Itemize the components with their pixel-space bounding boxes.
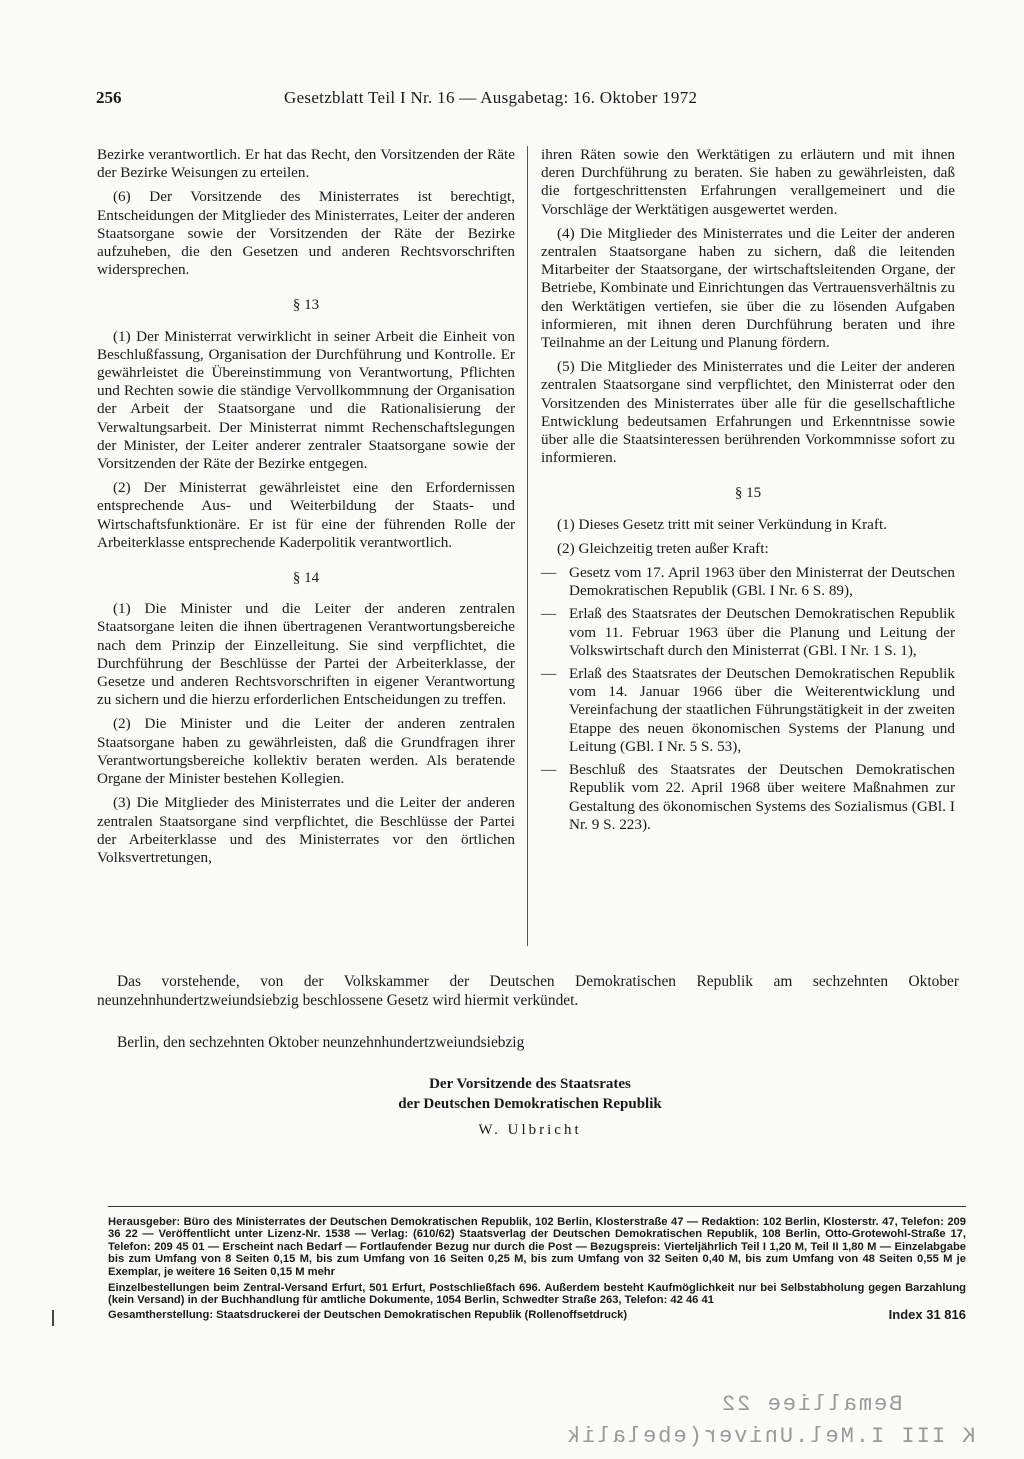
place-date-text: Berlin, den sechzehnten Oktober neunzehnhundertzweiundsiebzig [117,1034,525,1051]
dash-marker: — [541,605,557,623]
paragraph-continued: ihren Räten sowie den Werktätigen zu erläutern und mit ihnen deren Durchführung zu beraten. Sie haben zu gewährleisten, daß die fortgeschrittensten Erfahrungen verallgemeinert und die Vorschläge der Werktätigen ausgewertet werden. [541,146,955,218]
repeal-list-item [541,564,955,600]
paragraph-13-2: (2) Der Ministerrat gewährleistet eine den Erfordernissen entsprechende Aus- und Weiterbildung der Staats- und Wirtschaftsfunktionäre. Er ist für eine der führenden Rolle der Arbeiterklasse entsprechende Kaderpolitik verantwortlich. [97,479,515,551]
paragraph-15-2: (2) Gleichzeitig treten außer Kraft: [557,539,769,557]
place-date [97,1033,959,1052]
repeal-text: Erlaß des Staatsrates der Deutschen Demokratischen Republik vom 14. Januar 1966 über die Weiterentwicklung und Vereinfachung der staatlichen Führungstätigkeit in der zweiten Etappe des neuen ökonomischen Systems der Planung und Leitung (GBl. I Nr. 5 S. 53), [569,665,955,755]
imprint [108,1216,966,1321]
section-14-heading: § 14 [292,570,320,587]
paragraph-15-1: (1) Dieses Gesetz tritt mit seiner Verkündung in Kraft. [557,515,887,533]
column-divider [527,146,528,946]
paragraph-14-3: (3) Die Mitglieder des Ministerrates und die Leiter der anderen zentralen Staatsorgane sind verpflichtet, die Beschlüsse der Partei der Arbeiterklasse und des Ministerrates vor den örtlichen Volksvertretungen, [97,794,515,866]
section-13-heading: § 13 [292,297,320,314]
imprint-publisher: Herausgeber: Büro des Ministerrates der Deutschen Demokratischen Republik, 102 Berlin, Klosterstraße 47 — Redaktion: 102 Berlin, Klosterstr. 47, Telefon: 209 36 22 — Veröffentlicht unter Lizenz-Nr. 1538 — Verlag: (610/62) Staatsverlag der Deutschen Demokratischen Republik, 108 Berlin, Otto-Grotewohl-Straße 17, Telefon: 209 45 01 — Erscheint nach Bedarf — Fortlaufender Bezug nur durch die Post — Bezugspreis: Vierteljährlich Teil I 1,20 M, Teil II 1,80 M — Einzelabgabe bis zum Umfang von 8 Seiten 0,15 M, bis zum Umfang von 16 Seiten 0,25 M, bis zum Umfang von 32 Seiten 0,40 M, bis zum Umfang von 48 Seiten 0,55 M je Exemplar, je weitere 16 Seiten 0,15 M mehr [108,1216,966,1278]
dash-marker: — [541,564,557,582]
imprint-footer-line [108,1306,966,1322]
imprint-printer: Gesamtherstellung: Staatsdruckerei der Deutschen Demokratischen Republik (Rollenoffsetdruck) [108,1308,628,1321]
imprint-orders: Einzelbestellungen beim Zentral-Versand Erfurt, 501 Erfurt, Postschließfach 696. Außerdem besteht Kaufmöglichkeit nur bei Selbstabholung gegen Barzahlung (kein Versand) in der Buchhandlung für amtliche Dokumente, 1054 Berlin, Schwedter Straße 263, Telefon: 42 46 41 [108,1282,966,1307]
promulgation-clause [97,972,959,1010]
signature-title-1: Der Vorsitzende des Staatsrates [429,1076,631,1092]
promulgation-text: Das vorstehende, von der Volkskammer der Deutschen Demokratischen Republik am sechzehnten Oktober neunzehnhundertzweiundsiebzig beschlossene Gesetz wird hiermit verkündet. [97,973,959,1009]
repeal-list-item [541,761,955,834]
index-number: Index 31 816 [888,1306,966,1322]
signature-block [300,1074,760,1140]
paragraph-14-4: (4) Die Mitglieder des Ministerrates und die Leiter der anderen zentralen Staatsorgane haben zu sichern, daß die leitenden Mitarbeiter der Staatsorgane, der wirtschaftsleitenden Organe, der Betriebe, Kombinate und Einrichtungen das Vertrauensverhältnis zu den Werktätigen vertiefen, sie über die zu lösenden Aufgaben informieren, mit ihnen deren Durchführung beraten und ihre Teilnahme an der Leitung und Planung fördern. [541,224,955,352]
paragraph-12-6: (6) Der Vorsitzende des Ministerrates ist berechtigt, Entscheidungen der Mitglieder des Ministerrates, Leiter der anderen Staatsorgane sowie der Vorsitzenden der Räte der Bezirke aufzuheben, die den Gesetzen und anderen Rechtsvorschriften widersprechen. [97,188,515,279]
repeal-text: Erlaß des Staatsrates der Deutschen Demokratischen Republik vom 11. Februar 1963 über die Planung und Leitung der Volkswirtschaft durch den Ministerrat (GBl. I Nr. 1 S. 1), [569,605,955,659]
paragraph-14-1: (1) Die Minister und die Leiter der anderen zentralen Staatsorgane leiten die ihnen übertragenen Verantwortungsbereiche nach dem Prinzip der Einzelleitung. Sie sind verpflichtet, die Durchführung der Beschlüsse der Partei der Arbeiterklasse, der Gesetze und anderen Rechtsvorschriften in eigener Verantwortung zu sichern und die hierzu erforderlichen Entscheidungen zu treffen. [97,600,515,709]
paragraph-continued: Bezirke verantwortlich. Er hat das Recht, den Vorsitzenden der Räte der Bezirke Weisungen zu erteilen. [97,146,515,182]
library-stamp-1: Bemalliee 22 [720,1392,903,1417]
repeal-list-item [541,605,955,660]
paragraph-14-2: (2) Die Minister und die Leiter der anderen zentralen Staatsorgane haben zu gewährleisten, daß die Grundfragen ihrer Verantwortungsbereiche kollektiv beraten werden. Als beratende Organe der Minister bestehen Kollegien. [97,715,515,788]
repeal-list-item [541,665,955,756]
repeal-text: Gesetz vom 17. April 1963 über den Ministerrat der Deutschen Demokratischen Republik (GBl. I Nr. 6 S. 89), [569,564,955,600]
right-column [541,146,955,839]
running-head: Gesetzblatt Teil I Nr. 16 — Ausgabetag: 16. Oktober 1972 [284,88,698,107]
dash-marker: — [541,761,557,779]
page-number: 256 [96,88,122,107]
margin-mark [52,1310,54,1326]
paragraph-13-1: (1) Der Ministerrat verwirklicht in seiner Arbeit die Einheit von Beschlußfassung, Organisation der Durchführung und Kontrolle. Er gewährleistet die Übereinstimmung von Verantwortung, Pflichten und Rechten sowie die ständige Vervollkommnung der Organisation der Arbeit der Staatsorgane und die Rationalisierung der Verwaltungsarbeit. Der Ministerrat nimmt Rechenschaftslegungen der Minister, der Leiter anderer zentraler Staatsorgane sowie der Vorsitzenden der Räte der Bezirke entgegen. [97,327,515,473]
signer-name: W. Ulbricht [478,1122,582,1138]
section-15-heading: § 15 [734,485,762,502]
imprint-rule [108,1206,966,1207]
dash-marker: — [541,665,557,683]
library-stamp-2: K III I.Mel.Univer(ebelalik [565,1424,976,1449]
paragraph-14-5: (5) Die Mitglieder des Ministerrates und die Leiter der anderen zentralen Staatsorgane sind verpflichtet, den Ministerrat oder den Vorsitzenden des Ministerrates über alle für die gesellschaftliche Entwicklung bedeutsamen Erfahrungen und Erkenntnisse sowie über alle die Staatsinteressen berührenden Vorkommnisse sofort zu informieren. [541,358,955,467]
signature-title-2: der Deutschen Demokratischen Republik [398,1096,662,1112]
left-column [97,146,515,873]
repeal-text: Beschluß des Staatsrates der Deutschen Demokratischen Republik vom 22. April 1968 über weitere Maßnahmen zur Gestaltung des ökonomischen Systems des Sozialismus (GBl. I Nr. 9 S. 223). [569,761,955,833]
